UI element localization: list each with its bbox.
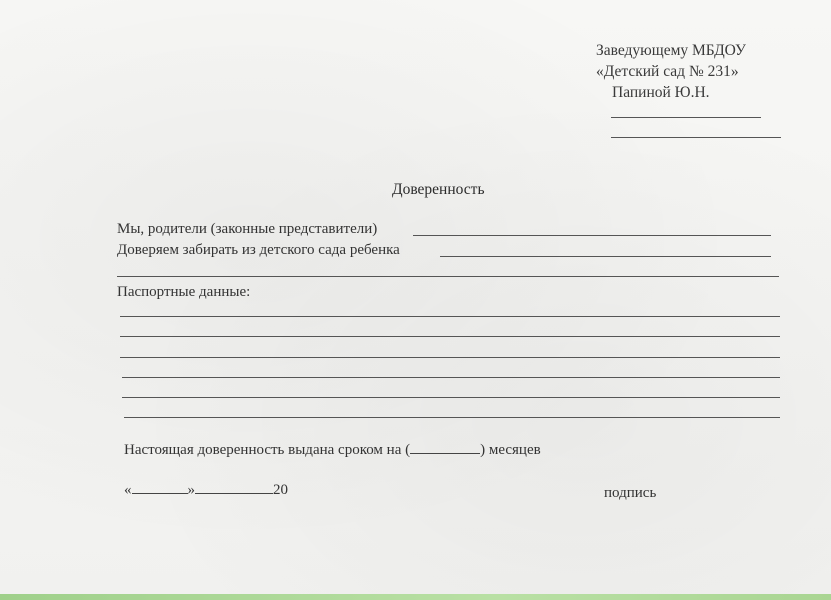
addressee-name: Папиной Ю.Н.: [612, 84, 710, 101]
addressee-blank-line-2[interactable]: [611, 137, 781, 138]
document-title: Доверенность: [392, 181, 485, 198]
term-prefix: Настоящая доверенность выдана сроком на (: [124, 442, 411, 458]
addressee-block: [596, 40, 746, 103]
passport-line-3[interactable]: [120, 357, 780, 358]
date-month-blank[interactable]: [195, 480, 273, 494]
parents-blank-line[interactable]: [413, 235, 771, 236]
passport-line-2[interactable]: [120, 336, 780, 337]
signature-label: подпись: [604, 485, 657, 501]
term-suffix: ) месяцев: [480, 442, 541, 458]
date-close-quote: »: [187, 482, 195, 498]
bottom-edge: [0, 594, 831, 600]
addressee-blank-line-1[interactable]: [611, 117, 761, 118]
child-blank-line[interactable]: [440, 256, 771, 257]
parents-label: Мы, родители (законные представители): [117, 221, 378, 237]
passport-line-6[interactable]: [124, 417, 780, 418]
addressee-position: Заведующему МБДОУ: [596, 42, 746, 59]
date-field: [124, 480, 288, 499]
passport-line-1[interactable]: [120, 316, 780, 317]
term-months-blank[interactable]: [410, 440, 480, 454]
child-blank-line-2[interactable]: [117, 276, 779, 277]
date-open-quote: «: [124, 482, 132, 498]
addressee-organization: «Детский сад № 231»: [596, 63, 739, 80]
passport-line-5[interactable]: [122, 397, 780, 398]
date-year-prefix: 20: [273, 482, 288, 498]
trust-label: Доверяем забирать из детского сада ребенка: [117, 242, 400, 258]
term-sentence: [124, 440, 541, 459]
passport-label: Паспортные данные:: [117, 284, 251, 300]
date-day-blank[interactable]: [132, 480, 188, 494]
passport-line-4[interactable]: [122, 377, 780, 378]
